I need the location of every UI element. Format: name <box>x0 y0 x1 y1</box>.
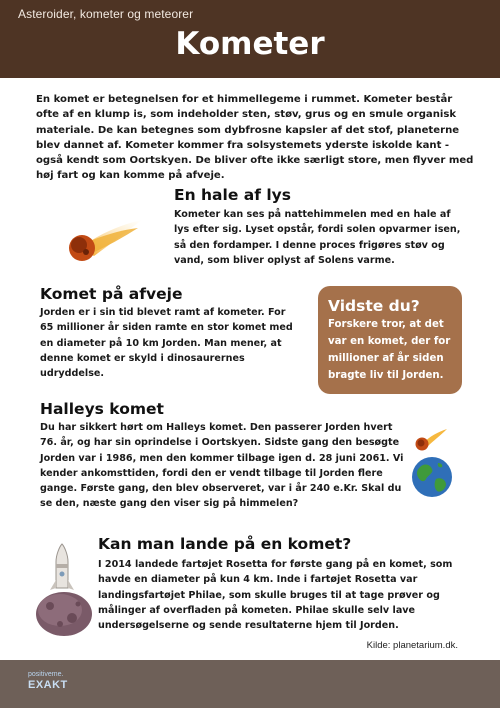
header-bar <box>0 0 500 78</box>
section-text-halley: Du har sikkert hørt om Halleys komet. Den passerer Jorden hvert 76. år, og har sin oprindelse i Oortskyen. Sidste gang den besøgte Jorden var i 1986, men den kommer tilbage igen d. 28 juni 2061. Vi kender ankomsttiden, fordi den er vendt tilbage til Jorden flere gange. Første gang, den blev observeret, var i år 240 e.Kr. Skal du se den, næste gang den viser sig på himmelen? <box>40 422 404 510</box>
fact-box-text: Forskere tror, at det var en komet, der for millioner af år siden bragte liv til Jorden. <box>328 319 451 381</box>
fact-box <box>318 286 462 394</box>
earth-icon <box>410 455 454 499</box>
comet-icon <box>64 218 144 264</box>
small-comet-icon <box>412 428 448 452</box>
intro-text: En komet er betegnelsen for et himmellegeme i rummet. Kometer består ofte af en klump is, som indeholder sten, støv, grus og en smule organisk materiale. De kan betegnes som dybfrosne kapsler af det stof, planeterne blev dannet af. Kometer kommer fra solsystemets yderste iskolde kant - også kendt som Oortskyen. De bliver ofte ikke særligt store, men flyver med høj fart og kan komme på afveje. <box>36 94 474 182</box>
fact-box-heading: Vidste du? <box>328 297 420 315</box>
intro-paragraph <box>36 92 476 184</box>
footer-bar <box>0 660 500 708</box>
series-title: Asteroider, kometer og meteorer <box>18 7 194 21</box>
section-heading-landing: Kan man lande på en komet? <box>98 535 352 553</box>
page-title: Kometer <box>175 26 325 62</box>
section-text-landing: I 2014 landede fartøjet Rosetta for første gang på en komet, som havde en diameter på kun 4 km. Inde i fartøjet Rosetta var landingsfartøjet Philae, som skulle bruges til at tage prøver og målinger af overfladen på kometen. Philae skulle selv lave undersøgelserne og sende resultaterne hjem til Jorden. <box>98 559 453 632</box>
source-credit: Kilde: planetarium.dk. <box>366 640 458 651</box>
section-text-astray: Jorden er i sin tid blevet ramt af kometer. For 65 millioner år siden ramte en stor komet med en diameter på 10 km Jorden. Man mener, at denne komet er skyld i dinosaurernes udryddelse. <box>40 307 293 380</box>
section-text-tail: Kometer kan ses på nattehimmelen med en hale af lys efter sig. Lyset opstår, fordi solen opvarmer isen, så den fordamper. I denne proces frigøres støv og vand, som bliver oplyst af Solens varme. <box>174 209 461 266</box>
section-heading-halley: Halleys komet <box>40 400 164 418</box>
brand-logo: EXAKT <box>28 679 68 691</box>
rocket-on-comet-icon <box>34 540 94 640</box>
section-heading-tail: En hale af lys <box>174 186 291 204</box>
section-heading-astray: Komet på afveje <box>40 285 183 303</box>
brand-small-text: positiveme. <box>28 671 64 678</box>
